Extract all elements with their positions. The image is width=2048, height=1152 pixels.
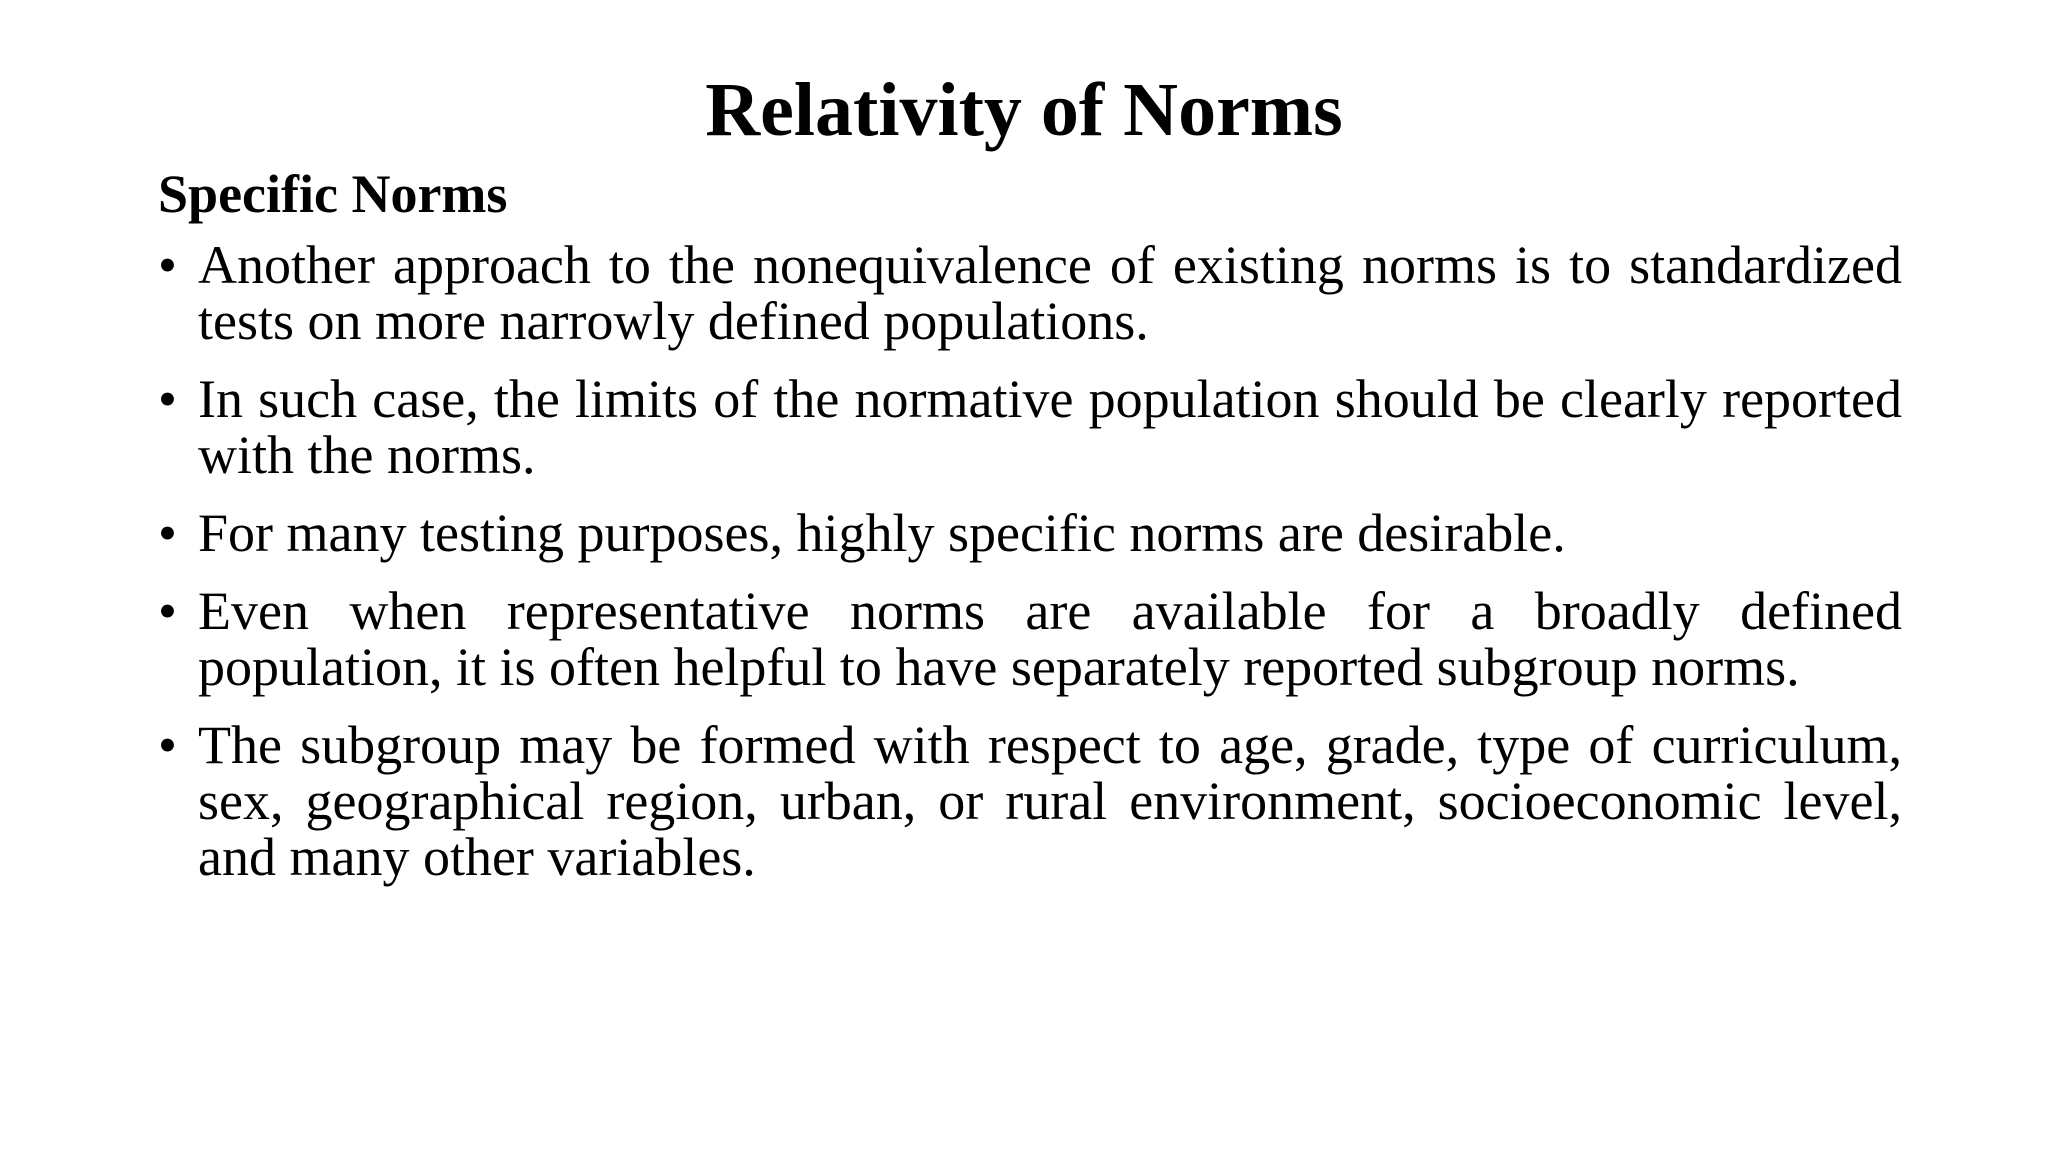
bullet-icon: • (158, 581, 177, 641)
slide-title: Relativity of Norms (705, 68, 1343, 152)
bullet-text: For many testing purposes, highly specific norms are desirable. (198, 503, 1566, 563)
bullet-item (158, 583, 1902, 695)
bullet-text: Even when representative norms are available for a broadly defined population, it is often helpful to have separately reported subgroup norms. (198, 581, 1902, 697)
bullet-text: Another approach to the nonequivalence of existing norms is to standardized tests on more narrowly defined populations. (198, 235, 1902, 351)
bullet-item (158, 717, 1902, 885)
bullet-icon: • (158, 369, 177, 429)
bullet-text: The subgroup may be formed with respect to age, grade, type of curriculum, sex, geographical region, urban, or rural environment, socioeconomic level, and many other variables. (198, 715, 1902, 887)
bullet-icon: • (158, 235, 177, 295)
bullet-item (158, 237, 1902, 349)
bullet-icon: • (158, 503, 177, 563)
bullet-item (158, 371, 1902, 483)
bullet-list (158, 237, 1902, 907)
bullet-icon: • (158, 715, 177, 775)
bullet-text: In such case, the limits of the normative population should be clearly reported with the norms. (198, 369, 1902, 485)
bullet-item (158, 505, 1902, 561)
section-heading: Specific Norms (158, 164, 508, 224)
